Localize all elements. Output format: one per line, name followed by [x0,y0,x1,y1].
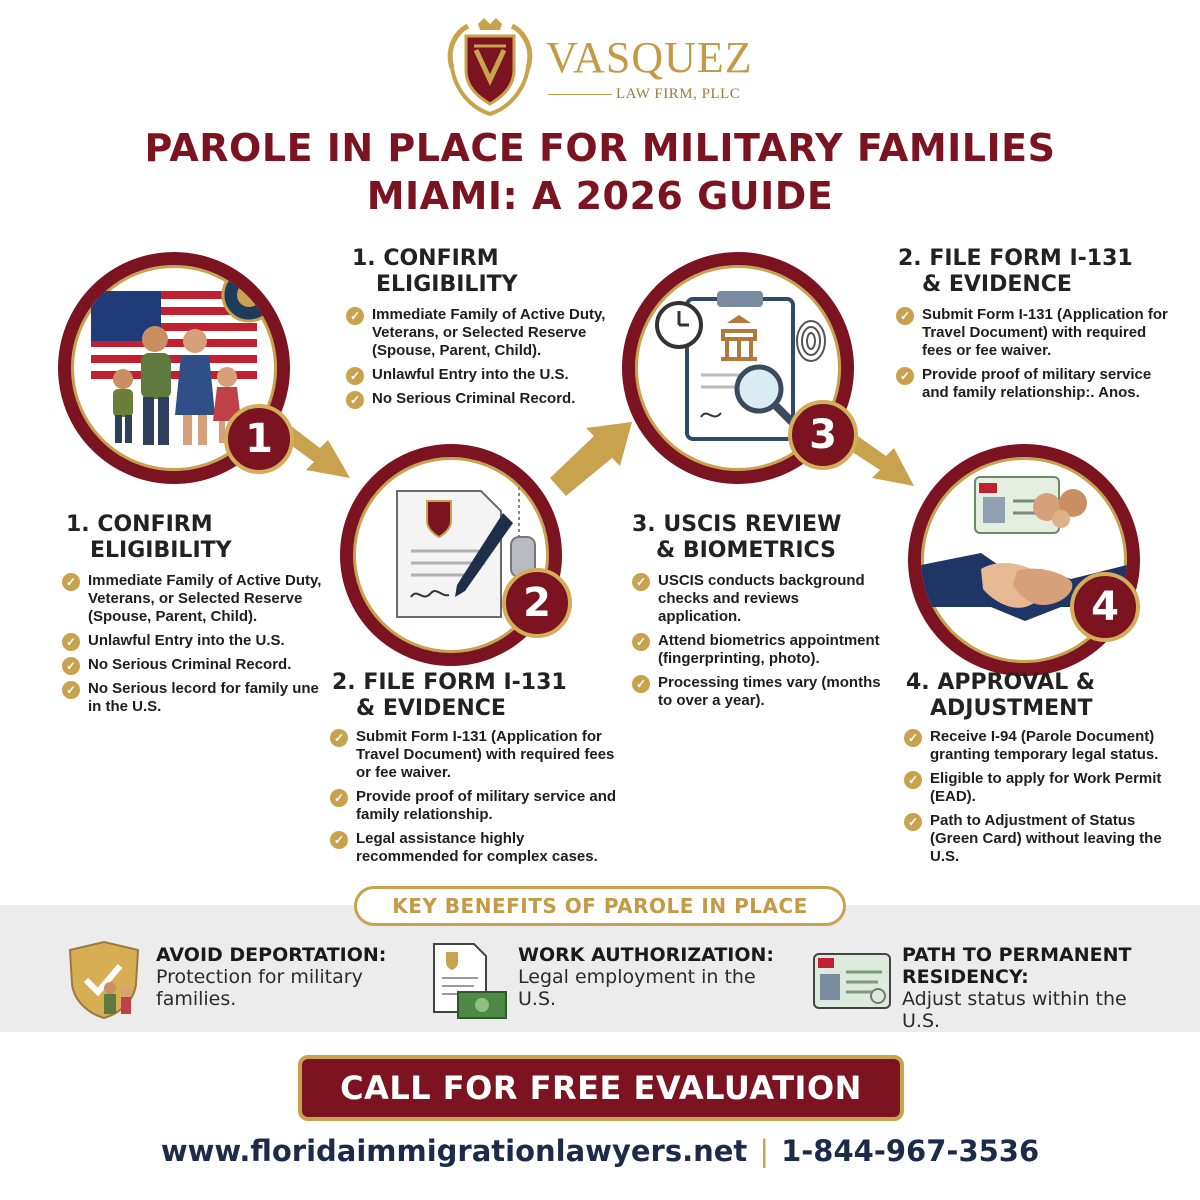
benefit-2-title: WORK AUTHORIZATION: [518,944,775,966]
mid-step-3-list [632,572,882,716]
left-step-1-list [62,572,324,722]
check-icon: ✓ [62,573,80,591]
list-item: ✓ No Serious Criminal Record. [62,656,324,674]
top-step-2-heading [898,246,1133,298]
check-icon: ✓ [896,367,914,385]
check-icon: ✓ [346,307,364,325]
page-title-line2: MIAMI: A 2026 GUIDE [366,174,834,218]
contact-footer [0,1134,1200,1168]
list-item: ✓ No Serious lecord for family une in the U.S. [62,680,324,716]
left-step-1-heading-line2: ELIGIBILITY [90,538,232,563]
right-step-4-heading [906,670,1095,722]
check-icon: ✓ [330,789,348,807]
step-badge-4: 4 [1070,572,1140,642]
benefit-2 [518,944,788,1010]
green-card-icon [812,952,892,1012]
step-badge-1: 1 [224,404,294,474]
check-icon: ✓ [346,367,364,385]
top-step-1-heading [352,246,518,298]
top-step-2-list [896,306,1176,408]
check-icon: ✓ [62,633,80,651]
check-icon: ✓ [346,391,364,409]
list-item: ✓ Legal assistance highly recommended for complex cases. [330,830,630,866]
list-item: ✓ Provide proof of military service and family relationship. [330,788,630,824]
list-item: ✓ Immediate Family of Active Duty, Veterans, or Selected Reserve (Spouse, Parent, Child). [346,306,616,360]
check-icon: ✓ [904,729,922,747]
mid-step-2-heading [332,670,567,722]
footer-separator: | [759,1134,770,1168]
benefit-1-title: AVOID DEPORTATION: [156,944,387,966]
website-link[interactable]: www.floridaimmigrationlawyers.net [160,1134,748,1168]
check-icon: ✓ [904,771,922,789]
list-item: ✓ Path to Adjustment of Status (Green Card) without leaving the U.S. [904,812,1176,866]
list-item: ✓ Eligible to apply for Work Permit (EAD). [904,770,1176,806]
mid-step-3-heading-line1: 3. USCIS REVIEW [632,512,842,537]
check-icon: ✓ [62,657,80,675]
left-step-1-heading [66,512,232,564]
benefit-3-text: Adjust status within the U.S. [902,988,1127,1032]
list-item: ✓ Unlawful Entry into the U.S. [62,632,324,650]
benefit-2-text: Legal employment in the U.S. [518,966,756,1010]
top-step-1-list [346,306,616,414]
arrow-2-to-3 [550,422,632,496]
logo-wordmark: VASQUEZ [546,33,753,82]
benefits-heading: KEY BENEFITS OF PAROLE IN PLACE [392,894,808,918]
benefit-3-title: PATH TO PERMANENT RESIDENCY: [902,944,1132,988]
left-step-1-heading-line1: 1. CONFIRM [66,512,213,537]
check-icon: ✓ [62,681,80,699]
step-badge-3: 3 [788,400,858,470]
list-item: ✓ USCIS conducts background checks and reviews application. [632,572,882,626]
list-item: ✓ Submit Form I-131 (Application for Travel Document) with required fees or fee waiver. [896,306,1176,360]
logo-subtitle: LAW FIRM, PLLC [616,86,741,102]
list-item: ✓ Processing times vary (months to over a year). [632,674,882,710]
mid-step-2-list [330,728,630,872]
right-step-4-list [904,728,1176,872]
mid-step-3-heading [632,512,841,564]
list-item: ✓ Submit Form I-131 (Application for Travel Document) with required fees or fee waiver. [330,728,630,782]
check-icon: ✓ [330,729,348,747]
benefit-1 [156,944,406,1010]
page-title-line1: PAROLE IN PLACE FOR MILITARY FAMILIES [144,126,1056,170]
check-icon: ✓ [896,307,914,325]
mid-step-3-heading-line2: & BIOMETRICS [656,538,836,563]
list-item: ✓ Provide proof of military service and family relationship:. Anos. [896,366,1176,402]
benefits-heading-pill [354,886,846,926]
check-icon: ✓ [904,813,922,831]
check-icon: ✓ [632,573,650,591]
top-step-1-heading-line2: ELIGIBILITY [376,272,518,297]
step-badge-2: 2 [502,568,572,638]
right-step-4-heading-line1: 4. APPROVAL & [906,670,1096,695]
top-step-2-heading-line1: 2. FILE FORM I-131 [898,246,1133,271]
check-icon: ✓ [330,831,348,849]
list-item: ✓ No Serious Criminal Record. [346,390,616,408]
list-item: ✓ Unlawful Entry into the U.S. [346,366,616,384]
document-money-icon [430,942,510,1022]
check-icon: ✓ [632,633,650,651]
shield-family-icon [64,940,144,1020]
mid-step-2-heading-line2: & EVIDENCE [356,696,506,721]
mid-step-2-heading-line1: 2. FILE FORM I-131 [332,670,567,695]
right-step-4-heading-line2: ADJUSTMENT [930,696,1093,721]
benefit-3 [902,944,1162,1032]
check-icon: ✓ [632,675,650,693]
benefit-1-text: Protection for military families. [156,966,363,1010]
phone-link[interactable]: 1-844-967-3536 [781,1134,1040,1168]
free-evaluation-button[interactable] [298,1055,904,1121]
free-evaluation-label: CALL FOR FREE EVALUATION [340,1069,862,1107]
top-step-2-heading-line2: & EVIDENCE [922,272,1072,297]
top-step-1-heading-line1: 1. CONFIRM [352,246,499,271]
list-item: ✓ Receive I-94 (Parole Document) granting temporary legal status. [904,728,1176,764]
list-item: ✓ Attend biometrics appointment (fingerprinting, photo). [632,632,882,668]
list-item: ✓ Immediate Family of Active Duty, Veterans, or Selected Reserve (Spouse, Parent, Child). [62,572,324,626]
